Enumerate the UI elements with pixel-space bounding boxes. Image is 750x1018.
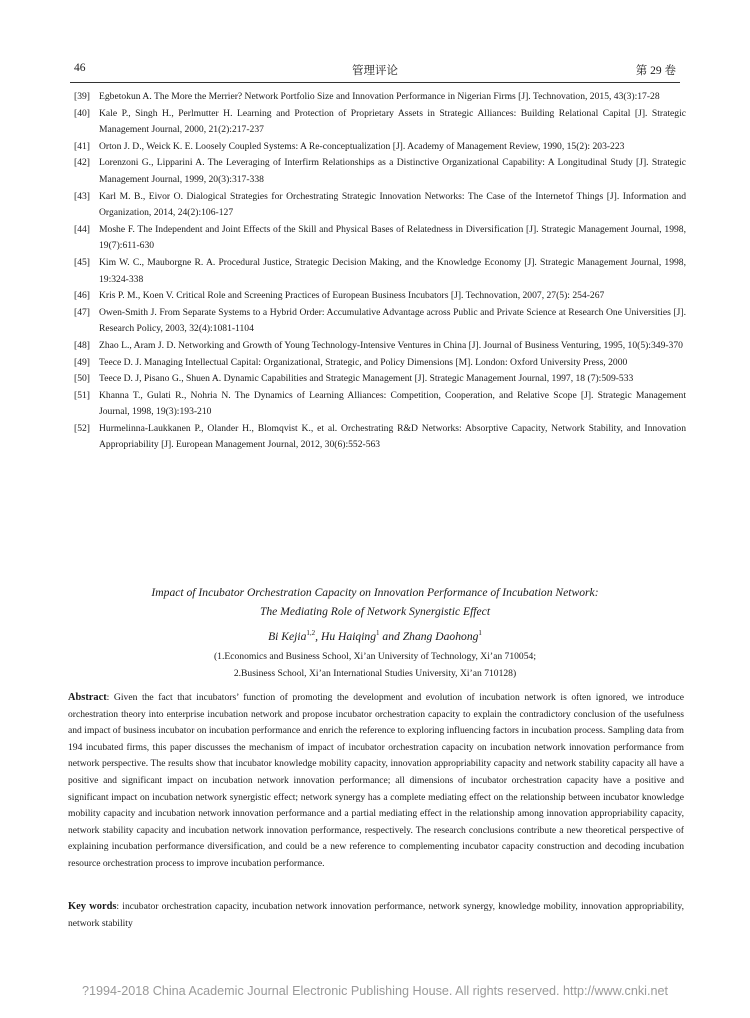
reference-number: [45] — [74, 256, 90, 268]
reference-text: Zhao L., Aram J. D. Networking and Growth of Young Technology-Intensive Ventures in China [J]. Journal of Business Venturing, 1995, 10(5):349-370 — [99, 339, 683, 351]
reference-item — [74, 189, 686, 222]
abstract-label: Abstract — [68, 692, 107, 703]
reference-item — [74, 89, 686, 106]
author-2-name: Hu Haiqing — [320, 630, 377, 643]
reference-text: Karl M. B., Eivor O. Dialogical Strategies for Orchestrating Strategic Innovation Networks: The Case of the Internetof Things [J]. Information and Organization, 2014, 24(2):106-127 — [99, 190, 686, 219]
author-3-affil-mark: 1 — [478, 629, 482, 638]
reference-item — [74, 371, 686, 388]
affiliation-1: (1.Economics and Business School, Xi’an University of Technology, Xi’an 710054; — [213, 651, 536, 662]
reference-item — [74, 388, 686, 421]
author-1-name: Bi Kejia — [268, 630, 307, 643]
reference-number: [42] — [74, 157, 90, 169]
author-2-affil-mark: 1 — [376, 629, 380, 638]
reference-text: Orton J. D., Weick K. E. Loosely Coupled Systems: A Re-conceptualization [J]. Academy of Management Review, 1990, 15(2): 203-223 — [99, 140, 625, 152]
reference-text: Lorenzoni G., Lipparini A. The Leveraging of Interfirm Relationships as a Distinctive Organizational Capability: A Longitudinal Study [J]. Strategic Management Journal, 1999, 20(3):317-338 — [99, 157, 686, 185]
reference-number: [49] — [74, 356, 90, 368]
reference-number: [46] — [74, 290, 90, 302]
author-1-affil-mark: 1,2 — [306, 629, 316, 638]
author-separator: , — [315, 630, 321, 643]
reference-item — [74, 155, 686, 188]
reference-number: [52] — [74, 422, 90, 434]
reference-text: Teece D. J. Managing Intellectual Capital: Organizational, Strategic, and Policy Dimensions [M]. London: Oxford University Press, 2000 — [99, 356, 628, 368]
author-3-name: Zhang Daohong — [402, 630, 479, 643]
reference-text: Teece D. J, Pisano G., Shuen A. Dynamic Capabilities and Strategic Management [J]. Strategic Management Journal, 1997, 18 (7):509-533 — [99, 373, 634, 385]
keywords-text: : incubator orchestration capacity, incubation network innovation performance, network synergy, knowledge mobility, innovation appropriability, network stability — [68, 901, 684, 929]
reference-item — [74, 139, 686, 156]
reference-item — [74, 338, 686, 355]
volume-label: 第 29 卷 — [635, 65, 676, 77]
reference-text: Egbetokun A. The More the Merrier? Network Portfolio Size and Innovation Performance in Nigerian Firms [J]. Technovation, 2015, 43(3):17-28 — [99, 91, 660, 102]
reference-item — [74, 222, 686, 255]
english-title-line-2: The Mediating Role of Network Synergistic Effect — [259, 605, 491, 618]
reference-text: Moshe F. The Independent and Joint Effects of the Skill and Physical Bases of Relatedness in Diversification [J]. Strategic Management Journal, 1998, 19(7):611-630 — [99, 223, 686, 252]
copyright-footer: ?1994-2018 China Academic Journal Electronic Publishing House. All rights reserved. http://www.cnki.net — [82, 984, 668, 998]
author-line — [40, 628, 710, 646]
english-title — [40, 583, 710, 621]
keywords-label: Key words — [68, 901, 117, 912]
running-header — [74, 62, 676, 78]
reference-number: [41] — [74, 140, 90, 152]
journal-name: 管理评论 — [352, 65, 398, 77]
reference-item — [74, 106, 686, 139]
reference-number: [47] — [74, 306, 90, 318]
reference-number: [40] — [74, 107, 90, 119]
reference-number: [51] — [74, 389, 90, 401]
reference-number: [39] — [74, 91, 90, 102]
reference-text: Kale P., Singh H., Perlmutter H. Learning and Protection of Proprietary Assets in Strategic Alliances: Building Relational Capital [J]. Strategic Management Journal, 2000, 21(2):217-237 — [99, 107, 686, 136]
reference-text: Kris P. M., Koen V. Critical Role and Screening Practices of European Business Incubators [J]. Technovation, 2007, 27(5): 254-267 — [99, 290, 605, 302]
reference-number: [43] — [74, 190, 90, 202]
reference-text: Hurmelinna-Laukkanen P., Olander H., Blomqvist K., et al. Orchestrating R&D Networks: Absorptive Capacity, Network Stability, and Innovation Appropriability [J]. European Management Journal, 2012, 30(6):552-563 — [99, 422, 686, 451]
header-divider — [70, 82, 680, 83]
reference-text: Khanna T., Gulati R., Nohria N. The Dynamics of Learning Alliances: Competition, Cooperation, and Relative Scope [J]. Strategic Management Journal, 1998, 19(3):193-210 — [99, 389, 686, 418]
affiliations — [40, 648, 710, 682]
reference-text: Owen-Smith J. From Separate Systems to a Hybrid Order: Accumulative Advantage across Public and Private Science at Research One Universities [J]. Research Policy, 2003, 32(4):1081-1104 — [99, 306, 686, 335]
abstract-text: : Given the fact that incubators’ function of promoting the development and evolution of incubation network is often ignored, we introduce orchestration theory into enterprise incubation network and propose incubator orchestration capacity to explain the contradictory conclusion of the usefulness and impact of business incubator on incubation performance and enrich the reference to exploring influencing factors in incubation process. Sampling data from 194 incubated firms, this paper discusses the mechanism of impact of incubator orchestration capacity on incubation network innovation performance from network perspective. The results show that incubator knowledge mobility capacity, innovation appropriability capacity and network stability capacity all have a positive and significant impact on incubation network innovation performance; all dimensions of incubator orchestration capacity have a positive and significant impact on incubation network synergistic effect; network synergy has a complete mediating effect on the relationship between incubator knowledge mobility capacity and incubation network innovation performance and a partial mediating effect in the relationship among innovation appropriability capacity, network stability capacity and incubation network innovation performance, respectively. The research conclusions contribute a new theoretical perspective of explaining incubation performance diversification, and could be a new reference to complementing incubator capacity construction and decoding incubation resource orchestration process to improve incubation performance. — [68, 692, 684, 869]
page-number: 46 — [74, 62, 86, 74]
reference-item — [74, 421, 686, 454]
keywords — [68, 899, 684, 932]
reference-item — [74, 305, 686, 338]
reference-number: [48] — [74, 339, 90, 351]
reference-item — [74, 355, 686, 372]
abstract — [68, 690, 684, 873]
affiliation-2: 2.Business School, Xi’an International Studies University, Xi’an 710128) — [233, 668, 517, 679]
author-separator: and — [379, 630, 403, 643]
reference-number: [44] — [74, 223, 90, 235]
english-title-line-1: Impact of Incubator Orchestration Capacity on Innovation Performance of Incubation Network: — [151, 586, 599, 599]
reference-text: Kim W. C., Mauborgne R. A. Procedural Justice, Strategic Decision Making, and the Knowledge Economy [J]. Strategic Management Journal, 1998, 19:324-338 — [99, 256, 686, 285]
reference-list — [74, 89, 686, 454]
reference-item — [74, 288, 686, 305]
reference-item — [74, 255, 686, 288]
reference-number: [50] — [74, 373, 90, 385]
